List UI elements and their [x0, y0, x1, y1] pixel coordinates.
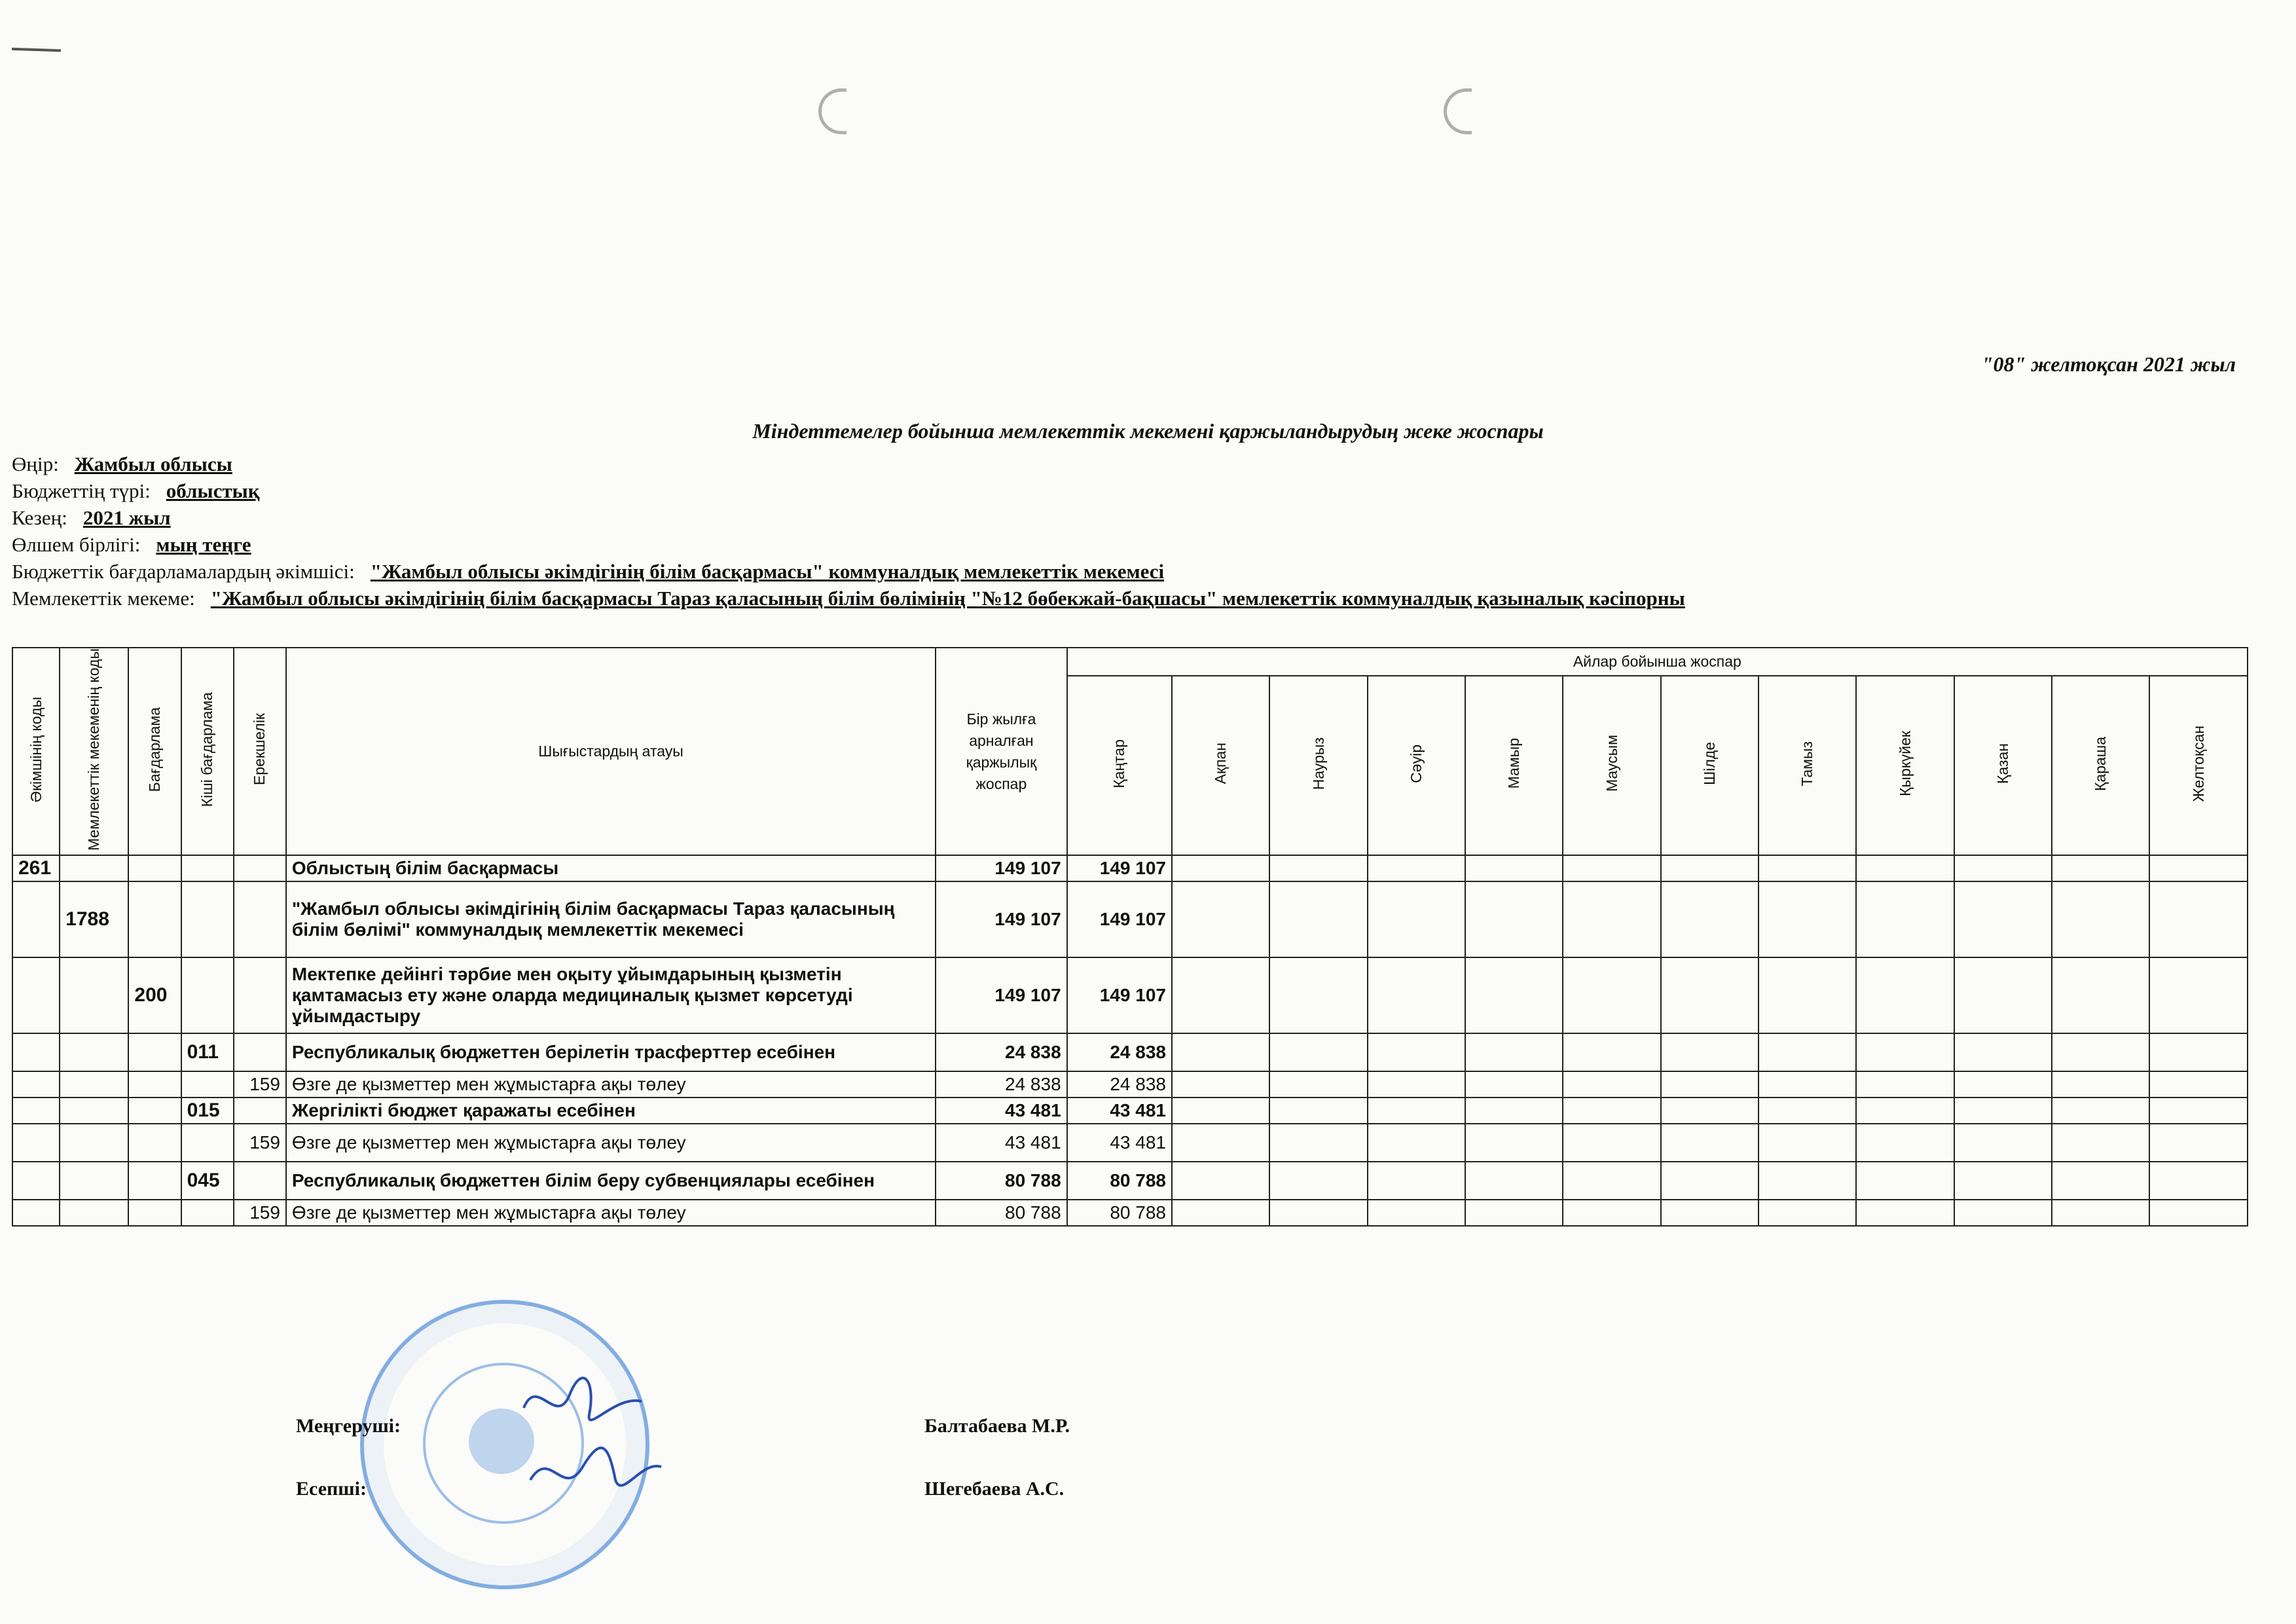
- cell-month-empty: [1465, 1200, 1563, 1226]
- cell-annual-plan: 24 838: [936, 1071, 1066, 1098]
- cell-institution-code: [60, 1162, 128, 1200]
- corner-scan-mark: [12, 48, 61, 52]
- cell-month-empty: [2149, 1124, 2248, 1162]
- cell-month-empty: [1954, 1071, 2052, 1098]
- cell-institution-code: [60, 1033, 128, 1071]
- cell-expense-name: Өзге де қызметтер мен жұмыстарға ақы төлеу: [286, 1124, 936, 1162]
- cell-month-empty: [1758, 855, 1856, 881]
- cell-subprogram: [181, 855, 234, 881]
- cell-specific: [234, 881, 286, 957]
- cell-month-empty: [1269, 1098, 1367, 1124]
- table-row: [12, 957, 2248, 1033]
- header-monthly-plan: Айлар бойынша жоспар: [1067, 648, 2248, 676]
- cell-month-empty: [1465, 881, 1563, 957]
- cell-january: 43 481: [1067, 1124, 1172, 1162]
- table-row: [12, 1162, 2248, 1200]
- cell-subprogram: 015: [181, 1098, 234, 1124]
- cell-month-empty: [1954, 1033, 2052, 1071]
- cell-month-empty: [1563, 881, 1660, 957]
- cell-month-empty: [1563, 1098, 1660, 1124]
- cell-month-empty: [1465, 957, 1563, 1033]
- cell-admin-code: [12, 1033, 60, 1071]
- cell-month-empty: [2052, 957, 2149, 1033]
- cell-program: [128, 1124, 181, 1162]
- header-expense-name: Шығыстардың атауы: [286, 648, 936, 855]
- cell-month-empty: [1465, 1098, 1563, 1124]
- cell-month-empty: [1368, 881, 1465, 957]
- cell-month-empty: [1563, 1033, 1660, 1071]
- cell-specific: [234, 1033, 286, 1071]
- cell-month-empty: [2052, 881, 2149, 957]
- cell-program: 200: [128, 957, 181, 1033]
- cell-month-empty: [2052, 1098, 2149, 1124]
- cell-month-empty: [1758, 881, 1856, 957]
- cell-annual-plan: 43 481: [936, 1124, 1066, 1162]
- cell-program: [128, 855, 181, 881]
- punch-hole-right: [1444, 88, 1472, 134]
- cell-month-empty: [1856, 881, 1954, 957]
- cell-month-empty: [1172, 1124, 1269, 1162]
- header-program: Бағдарлама: [128, 648, 181, 855]
- document-meta: [12, 451, 1685, 612]
- cell-month-empty: [1856, 1124, 1954, 1162]
- cell-month-empty: [1269, 1200, 1367, 1226]
- cell-month-empty: [1758, 1098, 1856, 1124]
- cell-month-empty: [1954, 1098, 2052, 1124]
- cell-expense-name: Мектепке дейінгі тәрбие мен оқыту ұйымдарының қызметін қамтамасыз ету және оларда медициналық қызмет көрсетуді ұйымдастыру: [286, 957, 936, 1033]
- cell-january: 24 838: [1067, 1033, 1172, 1071]
- table-row: [12, 1098, 2248, 1124]
- cell-month-empty: [2149, 1162, 2248, 1200]
- cell-institution-code: [60, 1200, 128, 1226]
- cell-admin-code: [12, 881, 60, 957]
- cell-specific: 159: [234, 1200, 286, 1226]
- cell-month-empty: [2052, 1124, 2149, 1162]
- cell-specific: [234, 1162, 286, 1200]
- cell-month-empty: [1269, 1033, 1367, 1071]
- cell-subprogram: 045: [181, 1162, 234, 1200]
- cell-expense-name: Облыстың білім басқармасы: [286, 855, 936, 881]
- header-month: Қаңтар: [1067, 676, 1172, 855]
- cell-month-empty: [1856, 1162, 1954, 1200]
- cell-month-empty: [1172, 1162, 1269, 1200]
- cell-month-empty: [1758, 1071, 1856, 1098]
- cell-month-empty: [1269, 1124, 1367, 1162]
- cell-month-empty: [2149, 1071, 2248, 1098]
- cell-month-empty: [1172, 1098, 1269, 1124]
- meta-administrator: Бюджеттік бағдарламалардың әкімшісі: "Жамбыл облысы әкімдігінің білім басқармасы" коммуналдық мемлекеттік мекемесі: [12, 560, 1165, 583]
- cell-annual-plan: 80 788: [936, 1200, 1066, 1226]
- cell-institution-code: 1788: [60, 881, 128, 957]
- header-month: Қазан: [1954, 676, 2052, 855]
- cell-month-empty: [1269, 855, 1367, 881]
- cell-january: 80 788: [1067, 1162, 1172, 1200]
- meta-unit: Өлшем бірлігі: мың теңге: [12, 533, 251, 556]
- financing-plan-table: [12, 647, 2248, 1227]
- header-month: Қыркүйек: [1856, 676, 1954, 855]
- cell-month-empty: [1172, 957, 1269, 1033]
- cell-month-empty: [1856, 1098, 1954, 1124]
- cell-admin-code: [12, 1200, 60, 1226]
- cell-month-empty: [1661, 1200, 1758, 1226]
- cell-month-empty: [1172, 1071, 1269, 1098]
- cell-annual-plan: 149 107: [936, 957, 1066, 1033]
- cell-month-empty: [1269, 1071, 1367, 1098]
- signature-block: [296, 1395, 1147, 1521]
- cell-month-empty: [1661, 1124, 1758, 1162]
- header-annual-plan: Бір жылға арналған қаржылық жоспар: [936, 648, 1066, 855]
- cell-january: 43 481: [1067, 1098, 1172, 1124]
- cell-month-empty: [1368, 1124, 1465, 1162]
- cell-month-empty: [1269, 1162, 1367, 1200]
- cell-month-empty: [1563, 855, 1660, 881]
- cell-month-empty: [2052, 855, 2149, 881]
- meta-period: Кезең: 2021 жыл: [12, 506, 171, 529]
- cell-annual-plan: 80 788: [936, 1162, 1066, 1200]
- cell-subprogram: [181, 1200, 234, 1226]
- cell-subprogram: 011: [181, 1033, 234, 1071]
- cell-month-empty: [1368, 1162, 1465, 1200]
- cell-month-empty: [1172, 855, 1269, 881]
- cell-month-empty: [1172, 881, 1269, 957]
- cell-month-empty: [2149, 957, 2248, 1033]
- cell-month-empty: [2149, 1098, 2248, 1124]
- header-month: Тамыз: [1758, 676, 1856, 855]
- cell-expense-name: Жергілікті бюджет қаражаты есебінен: [286, 1098, 936, 1124]
- cell-annual-plan: 24 838: [936, 1033, 1066, 1071]
- cell-subprogram: [181, 1071, 234, 1098]
- cell-month-empty: [1758, 1033, 1856, 1071]
- cell-subprogram: [181, 881, 234, 957]
- cell-institution-code: [60, 855, 128, 881]
- cell-annual-plan: 149 107: [936, 881, 1066, 957]
- table-row: [12, 1124, 2248, 1162]
- cell-month-empty: [1661, 1162, 1758, 1200]
- signature-head: Меңгеруші: Балтабаева М.Р.: [296, 1415, 1070, 1437]
- cell-month-empty: [2149, 855, 2248, 881]
- cell-month-empty: [1661, 957, 1758, 1033]
- cell-program: [128, 1033, 181, 1071]
- cell-institution-code: [60, 957, 128, 1033]
- cell-month-empty: [1563, 1162, 1660, 1200]
- cell-month-empty: [1661, 1098, 1758, 1124]
- header-admin-code: Әкімшінің коды: [12, 648, 60, 855]
- header-institution-code: Мемлекеттік мекеменің коды: [60, 648, 128, 855]
- cell-month-empty: [1856, 855, 1954, 881]
- cell-month-empty: [1465, 1162, 1563, 1200]
- cell-month-empty: [1465, 1071, 1563, 1098]
- cell-program: [128, 881, 181, 957]
- cell-institution-code: [60, 1071, 128, 1098]
- table-row: [12, 881, 2248, 957]
- cell-expense-name: "Жамбыл облысы әкімдігінің білім басқармасы Тараз қаласының білім бөлімі" коммуналдық мемлекеттік мекемесі: [286, 881, 936, 957]
- cell-month-empty: [1368, 1071, 1465, 1098]
- cell-january: 149 107: [1067, 855, 1172, 881]
- table-row: [12, 855, 2248, 881]
- cell-program: [128, 1200, 181, 1226]
- cell-month-empty: [1661, 881, 1758, 957]
- cell-month-empty: [2052, 1071, 2149, 1098]
- header-month: Мамыр: [1465, 676, 1563, 855]
- table-body: [12, 855, 2248, 1226]
- cell-month-empty: [1368, 957, 1465, 1033]
- cell-month-empty: [1661, 1033, 1758, 1071]
- cell-program: [128, 1071, 181, 1098]
- cell-month-empty: [2149, 1033, 2248, 1071]
- cell-month-empty: [1563, 1124, 1660, 1162]
- cell-month-empty: [1856, 1071, 1954, 1098]
- cell-subprogram: [181, 1124, 234, 1162]
- cell-month-empty: [1954, 957, 2052, 1033]
- cell-month-empty: [2149, 1200, 2248, 1226]
- cell-month-empty: [1661, 855, 1758, 881]
- cell-expense-name: Өзге де қызметтер мен жұмыстарға ақы төлеу: [286, 1071, 936, 1098]
- header-month: Қараша: [2052, 676, 2149, 855]
- cell-month-empty: [1563, 957, 1660, 1033]
- cell-month-empty: [1856, 1033, 1954, 1071]
- cell-month-empty: [1172, 1033, 1269, 1071]
- cell-month-empty: [1954, 1200, 2052, 1226]
- cell-month-empty: [2052, 1200, 2149, 1226]
- cell-month-empty: [1172, 1200, 1269, 1226]
- meta-institution: Мемлекеттік мекеме: "Жамбыл облысы әкімдігінің білім басқармасы Тараз қаласының білім бөлімінің "№12 бөбекжай-бақшасы" мемлекеттік коммуналдық қазыналық кәсіпорны: [12, 587, 1685, 610]
- cell-admin-code: [12, 1162, 60, 1200]
- cell-january: 24 838: [1067, 1071, 1172, 1098]
- cell-admin-code: [12, 957, 60, 1033]
- cell-january: 80 788: [1067, 1200, 1172, 1226]
- table-row: [12, 1033, 2248, 1071]
- cell-annual-plan: 149 107: [936, 855, 1066, 881]
- meta-region: Өңір: Жамбыл облысы: [12, 452, 232, 475]
- cell-specific: [234, 855, 286, 881]
- header-month: Ақпан: [1172, 676, 1269, 855]
- cell-january: 149 107: [1067, 957, 1172, 1033]
- signature-accountant: Есепші: Шегебаева А.С.: [296, 1478, 1065, 1500]
- cell-program: [128, 1098, 181, 1124]
- cell-month-empty: [1368, 855, 1465, 881]
- cell-month-empty: [1856, 957, 1954, 1033]
- cell-month-empty: [1856, 1200, 1954, 1226]
- cell-month-empty: [2052, 1033, 2149, 1071]
- cell-institution-code: [60, 1098, 128, 1124]
- cell-expense-name: Өзге де қызметтер мен жұмыстарға ақы төлеу: [286, 1200, 936, 1226]
- cell-specific: [234, 1098, 286, 1124]
- cell-month-empty: [1465, 855, 1563, 881]
- cell-month-empty: [1758, 1124, 1856, 1162]
- cell-specific: 159: [234, 1124, 286, 1162]
- header-month: Шілде: [1661, 676, 1758, 855]
- meta-budget-type: Бюджеттің түрі: облыстық: [12, 479, 260, 502]
- cell-january: 149 107: [1067, 881, 1172, 957]
- cell-month-empty: [2052, 1162, 2149, 1200]
- cell-admin-code: 261: [12, 855, 60, 881]
- document-title: Міндеттемелер бойынша мемлекеттік мекемені қаржыландырудың жеке жоспары: [752, 419, 1544, 443]
- cell-month-empty: [2149, 881, 2248, 957]
- cell-month-empty: [1758, 1162, 1856, 1200]
- cell-admin-code: [12, 1071, 60, 1098]
- cell-admin-code: [12, 1098, 60, 1124]
- header-month: Сәуір: [1368, 676, 1465, 855]
- cell-specific: 159: [234, 1071, 286, 1098]
- cell-month-empty: [1269, 957, 1367, 1033]
- cell-month-empty: [1661, 1071, 1758, 1098]
- cell-month-empty: [1465, 1033, 1563, 1071]
- table-row: [12, 1200, 2248, 1226]
- cell-month-empty: [1954, 1162, 2052, 1200]
- cell-program: [128, 1162, 181, 1200]
- cell-annual-plan: 43 481: [936, 1098, 1066, 1124]
- header-subprogram: Кіші бағдарлама: [181, 648, 234, 855]
- cell-month-empty: [1368, 1200, 1465, 1226]
- cell-month-empty: [1563, 1200, 1660, 1226]
- cell-admin-code: [12, 1124, 60, 1162]
- cell-month-empty: [1954, 881, 2052, 957]
- header-month: Маусым: [1563, 676, 1660, 855]
- cell-subprogram: [181, 957, 234, 1033]
- cell-specific: [234, 957, 286, 1033]
- cell-month-empty: [1563, 1071, 1660, 1098]
- document-date: "08" желтоқсан 2021 жыл: [1981, 352, 2236, 376]
- cell-month-empty: [1758, 1200, 1856, 1226]
- cell-month-empty: [1368, 1098, 1465, 1124]
- cell-expense-name: Республикалық бюджеттен білім беру субвенциялары есебінен: [286, 1162, 936, 1200]
- cell-month-empty: [1368, 1033, 1465, 1071]
- header-month: Желтоқсан: [2149, 676, 2248, 855]
- cell-month-empty: [1758, 957, 1856, 1033]
- cell-month-empty: [1954, 855, 2052, 881]
- header-month: Наурыз: [1269, 676, 1367, 855]
- cell-month-empty: [1954, 1124, 2052, 1162]
- punch-hole-left: [818, 88, 847, 134]
- cell-expense-name: Республикалық бюджеттен берілетін трасферттер есебінен: [286, 1033, 936, 1071]
- header-specific: Ерекшелік: [234, 648, 286, 855]
- table-row: [12, 1071, 2248, 1098]
- cell-month-empty: [1465, 1124, 1563, 1162]
- cell-institution-code: [60, 1124, 128, 1162]
- cell-month-empty: [1269, 881, 1367, 957]
